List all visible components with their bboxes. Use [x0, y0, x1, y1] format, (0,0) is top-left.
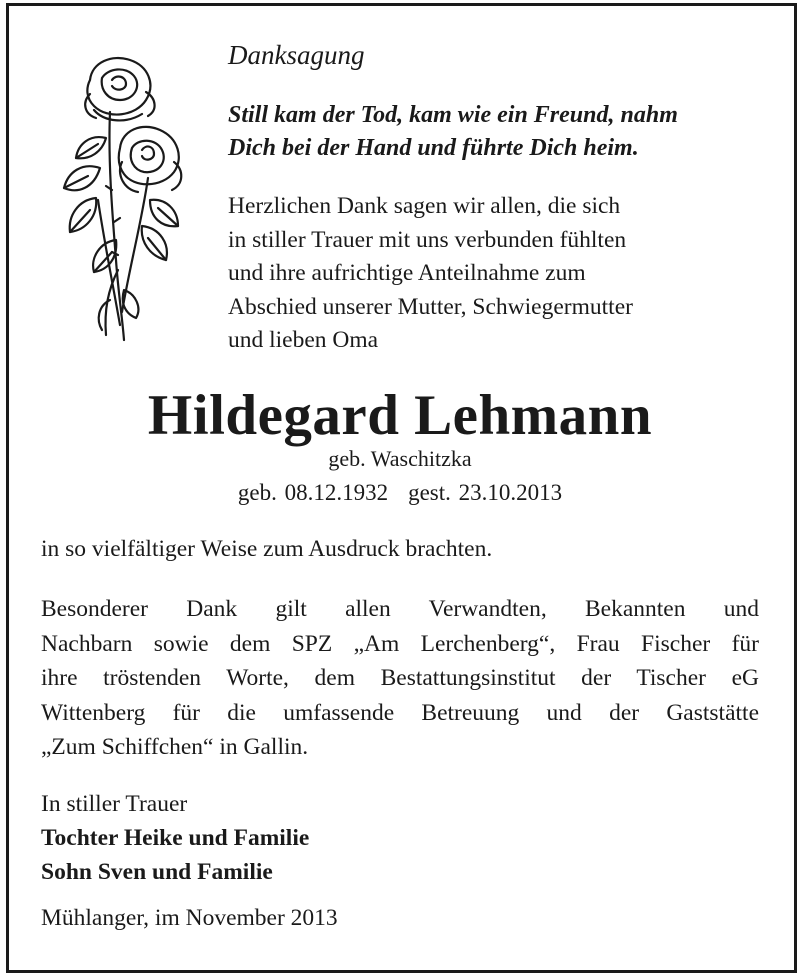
thanks-paragraph — [41, 592, 759, 765]
intro-line: Herzlichen Dank sagen wir allen, die sich — [228, 193, 621, 219]
death-date: gest. 23.10.2013 — [408, 480, 563, 505]
intro-paragraph — [228, 190, 633, 358]
life-dates — [0, 480, 800, 506]
mourners-intro: In stiller Trauer — [41, 791, 188, 817]
motto-line: Still kam der Tod, kam wie ein Freund, nahm — [228, 102, 678, 128]
maiden-name: geb. Waschitzka — [328, 446, 472, 471]
motto-line: Dich bei der Hand und führte Dich heim. — [228, 135, 639, 161]
intro-line: Abschied unserer Mutter, Schwiegermutter — [228, 293, 633, 320]
thanks-line: „Zum Schiffchen“ in Gallin. — [41, 734, 309, 760]
continuation-text: in so vielfältiger Weise zum Ausdruck brachten. — [41, 536, 493, 562]
notice-heading: Danksagung — [228, 40, 365, 70]
intro-line: in stiller Trauer mit uns verbunden fühlten — [228, 226, 627, 253]
place-date: Mühlanger, im November 2013 — [41, 905, 338, 931]
thanks-line: Nachbarn sowie dem SPZ „Am Lerchenberg“, Frau Fischer für — [41, 630, 759, 657]
deceased-name: Hildegard Lehmann — [147, 384, 653, 447]
mourner-name: Tochter Heike und Familie — [41, 825, 310, 851]
intro-line: und ihre aufrichtige Anteilnahme zum — [228, 260, 586, 286]
intro-line: und lieben Oma — [228, 327, 379, 353]
thanks-line: Wittenberg für die umfassende Betreuung und der Gaststätte — [41, 699, 759, 726]
mourner-name: Sohn Sven und Familie — [41, 859, 273, 885]
rose-icon — [38, 50, 190, 350]
mourners-block — [41, 787, 309, 889]
birth-date: geb. 08.12.1932 — [237, 480, 389, 505]
thanks-line: ihre tröstenden Worte, dem Bestattungsinstitut der Tischer eG — [41, 665, 759, 691]
thanks-line: Besonderer Dank gilt allen Verwandten, Bekannten und — [41, 596, 759, 622]
motto-quote — [228, 99, 678, 165]
